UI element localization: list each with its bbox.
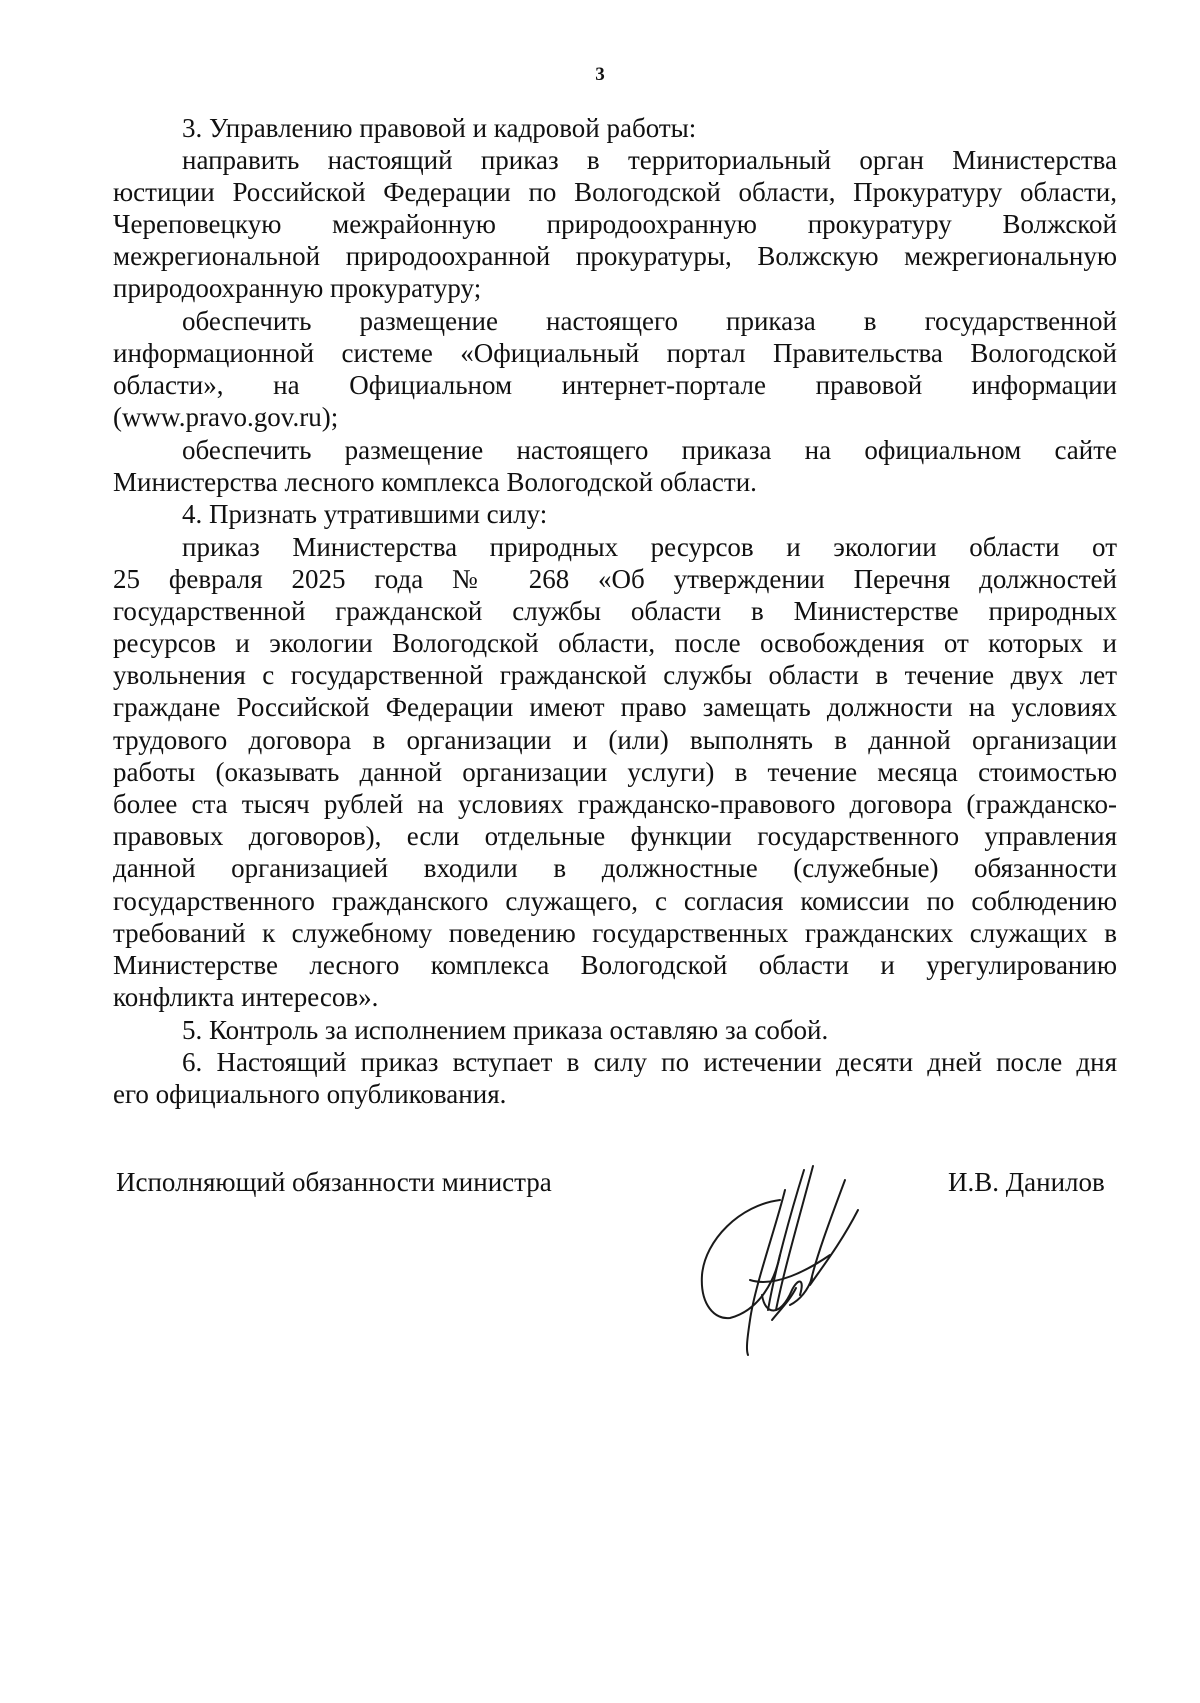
text-line: его официального опубликования.: [113, 1079, 507, 1109]
text-line: юстиции Российской Федерации по Вологодской области, Прокуратуру области,: [113, 177, 1117, 207]
text-line: правовых договоров), если отдельные функции государственного управления: [113, 821, 1117, 851]
text-line: межрегиональной природоохранной прокуратуры, Волжскую межрегиональную: [113, 241, 1117, 271]
text-line: граждане Российской Федерации имеют право замещать должности на условиях: [113, 692, 1117, 722]
text-line: (www.pravo.gov.ru);: [113, 402, 339, 432]
text-line: трудового договора в организации и (или) выполнять в данной организации: [113, 725, 1117, 755]
text-line: обеспечить размещение настоящего приказа в государственной: [182, 306, 1117, 336]
text-line: государственной гражданской службы области в Министерстве природных: [113, 596, 1117, 626]
item-4-heading: 4. Признать утратившими силу:: [182, 499, 548, 529]
text-line: Череповецкую межрайонную природоохранную прокуратуру Волжской: [113, 209, 1117, 239]
text-line: требований к служебному поведению государственных гражданских служащих в: [113, 918, 1117, 948]
text-line: природоохранную прокуратуру;: [113, 273, 482, 303]
text-line: данной организацией входили в должностные (служебные) обязанности: [113, 853, 1117, 883]
text-line: информационной системе «Официальный портал Правительства Вологодской: [113, 338, 1117, 368]
text-line: более ста тысяч рублей на условиях гражданско-правового договора (гражданско-: [113, 789, 1117, 819]
handwritten-signature: [680, 1160, 920, 1360]
text-line: государственного гражданского служащего, с согласия комиссии по соблюдению: [113, 886, 1117, 916]
text-line: работы (оказывать данной организации услуги) в течение месяца стоимостью: [113, 757, 1117, 787]
text-line: направить настоящий приказ в территориальный орган Министерства: [182, 145, 1117, 175]
item-6: 6. Настоящий приказ вступает в силу по истечении десяти дней после дня: [182, 1047, 1117, 1077]
text-line: 25 февраля 2025 года № 268 «Об утверждении Перечня должностей: [113, 564, 1117, 594]
text-line: увольнения с государственной гражданской службы области в течение двух лет: [113, 660, 1117, 690]
text-line: обеспечить размещение настоящего приказа на официальном сайте: [182, 435, 1117, 465]
item-3-heading: 3. Управлению правовой и кадровой работы:: [182, 113, 697, 143]
item-5: 5. Контроль за исполнением приказа оставляю за собой.: [182, 1015, 829, 1045]
text-line: области», на Официальном интернет-портале правовой информации: [113, 370, 1117, 400]
text-line: ресурсов и экологии Вологодской области, после освобождения от которых и: [113, 628, 1117, 658]
text-line: конфликта интересов».: [113, 982, 379, 1012]
page-number: 3: [595, 64, 605, 85]
signatory-title: Исполняющий обязанности министра: [116, 1167, 552, 1197]
text-line: приказ Министерства природных ресурсов и экологии области от: [182, 532, 1117, 562]
text-line: Министерства лесного комплекса Вологодской области.: [113, 467, 757, 497]
text-line: Министерстве лесного комплекса Вологодской области и урегулированию: [113, 950, 1117, 980]
signatory-name: И.В. Данилов: [948, 1167, 1105, 1197]
